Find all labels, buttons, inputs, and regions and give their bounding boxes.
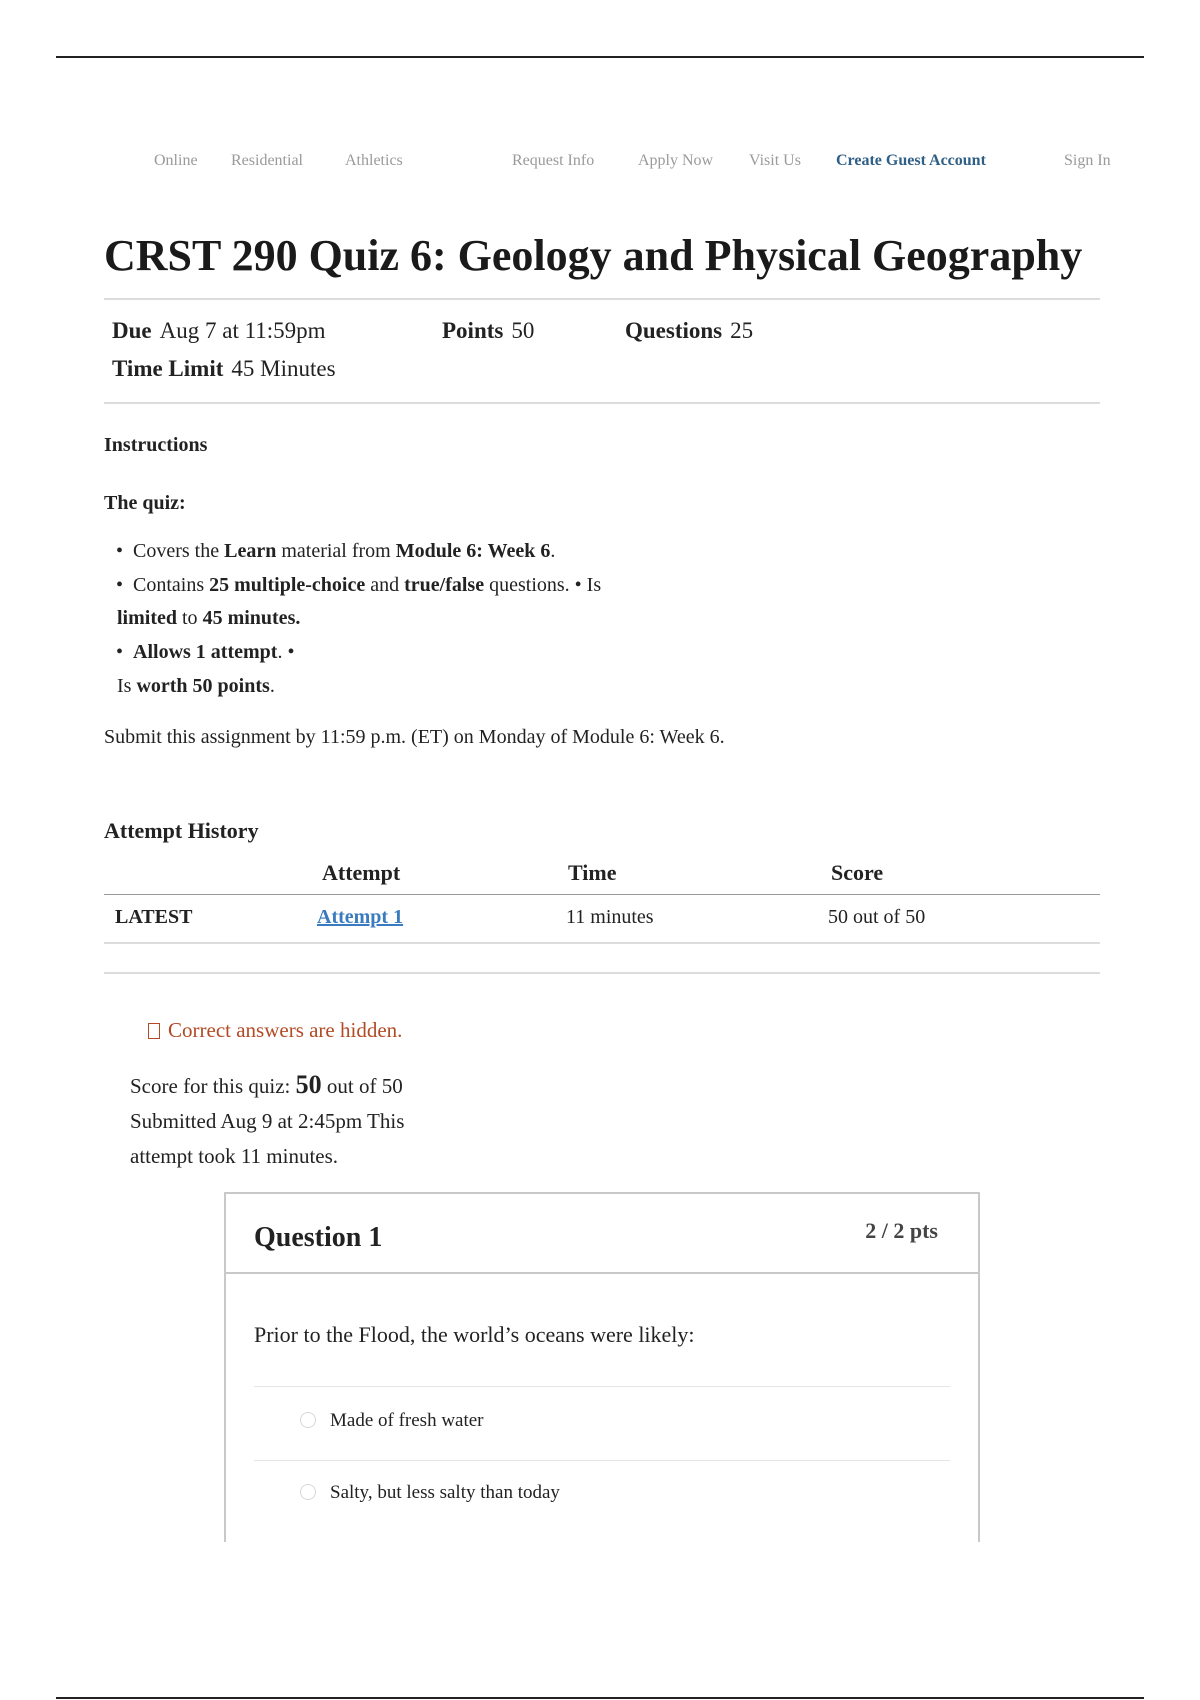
instructions-heading: Instructions	[104, 434, 208, 456]
answer-option: Made of fresh water	[330, 1410, 484, 1431]
instruction-bullet-1: • Covers the Learn material from Module 6: Week 6.	[116, 540, 556, 562]
attempt-duration-line: attempt took 11 minutes.	[130, 1144, 339, 1168]
divider	[104, 402, 1100, 404]
question-text: Prior to the Flood, the world’s oceans were likely:	[254, 1322, 695, 1347]
question-title: Question 1	[254, 1222, 383, 1253]
nav-sign-in-link[interactable]: Sign In	[1064, 152, 1111, 169]
instruction-bullet-2-continued: limited to 45 minutes.	[117, 607, 301, 629]
nav-visit-us-link[interactable]: Visit Us	[749, 152, 801, 169]
questions-count	[625, 318, 753, 344]
questions-label: Questions	[625, 318, 723, 343]
table-header-rule	[104, 894, 1100, 895]
divider	[104, 972, 1100, 974]
attempt-time: 11 minutes	[566, 906, 654, 928]
bullet-icon: •	[116, 540, 134, 562]
due-date	[112, 318, 326, 344]
answer-radio[interactable]	[300, 1484, 316, 1500]
attempt-history-title: Attempt History	[104, 818, 259, 843]
due-label: Due	[112, 318, 152, 343]
points-label: Points	[442, 318, 504, 343]
divider	[104, 298, 1100, 300]
nav-athletics-link[interactable]: Athletics	[345, 152, 403, 169]
top-rule	[56, 56, 1144, 58]
instruction-bullet-4: Is worth 50 points.	[117, 675, 275, 697]
bottom-rule	[56, 1697, 1144, 1699]
question-header	[226, 1194, 978, 1274]
instruction-bullet-2: • Contains 25 multiple-choice and true/false questions. • Is	[116, 574, 602, 596]
attempt-score: 50 out of 50	[828, 906, 926, 928]
points	[442, 318, 534, 344]
question-card	[224, 1192, 980, 1542]
nav-apply-now-link[interactable]: Apply Now	[638, 152, 714, 169]
time-limit-label: Time Limit	[112, 356, 224, 381]
bullet-icon: •	[116, 574, 134, 596]
table-header-score: Score	[831, 860, 884, 885]
time-limit	[112, 356, 336, 382]
latest-label: LATEST	[115, 906, 193, 928]
questions-value: 25	[730, 318, 754, 343]
table-header-time: Time	[568, 860, 617, 885]
bullet-icon: •	[116, 641, 134, 663]
points-value: 50	[511, 318, 535, 343]
answer-divider	[254, 1460, 950, 1461]
nav-create-guest-account-link[interactable]: Create Guest Account	[836, 152, 986, 169]
due-value: Aug 7 at 11:59pm	[159, 318, 326, 343]
nav-residential-link[interactable]: Residential	[231, 152, 303, 169]
submitted-line: Submitted Aug 9 at 2:45pm This	[130, 1109, 405, 1133]
attempt-1-link[interactable]: Attempt 1	[317, 906, 404, 928]
time-limit-value: 45 Minutes	[231, 356, 336, 381]
top-navigation	[0, 152, 1200, 176]
answers-hidden-notice: Correct answers are hidden.	[148, 1018, 402, 1043]
info-icon	[148, 1023, 160, 1039]
instruction-bullet-3: • Allows 1 attempt. •	[116, 641, 295, 663]
answer-divider	[254, 1386, 950, 1387]
nav-request-info-link[interactable]: Request Info	[512, 152, 595, 169]
submit-deadline-text: Submit this assignment by 11:59 p.m. (ET) on Monday of Module 6: Week 6.	[104, 726, 725, 748]
answer-radio[interactable]	[300, 1412, 316, 1428]
page-title: CRST 290 Quiz 6: Geology and Physical Geography	[104, 231, 1083, 280]
table-header-attempt: Attempt	[322, 860, 401, 885]
table-row-rule	[104, 942, 1100, 944]
nav-online-link[interactable]: Online	[154, 152, 198, 169]
instructions-intro: The quiz:	[104, 492, 186, 514]
question-points: 2 / 2 pts	[865, 1218, 938, 1243]
quiz-score: Score for this quiz: 50 out of 50	[130, 1070, 403, 1099]
answer-option: Salty, but less salty than today	[330, 1482, 560, 1503]
